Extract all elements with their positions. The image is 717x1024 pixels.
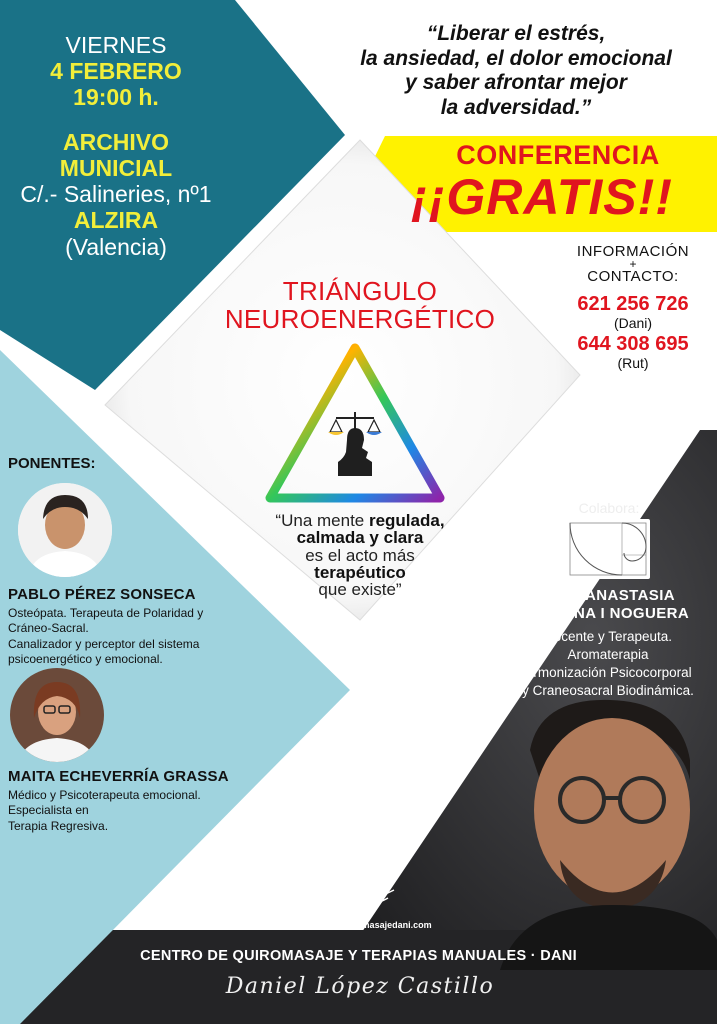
venue-region: (Valencia) [65, 233, 167, 260]
quote-bold: regulada, [368, 511, 445, 530]
signature: Daniel López Castillo [225, 974, 495, 999]
speaker-2-desc-line: Médico y Psicoterapeuta emocional. [8, 788, 201, 802]
phone-2-owner: (Rut) [617, 354, 649, 371]
venue-address: C/.- Salineries, nº1 [20, 181, 212, 208]
speaker-2-photo [10, 668, 104, 762]
free-label: ¡¡GRATIS!! [411, 169, 673, 225]
speaker-1-description [8, 606, 268, 667]
speaker-2-desc-line: Especialista en [8, 803, 89, 818]
website-link[interactable]: www.centroquiromasajedani.com [288, 920, 432, 930]
scales-icon [328, 412, 382, 476]
top-quote-line: “Liberar el estrés, [426, 22, 606, 45]
organizer-label-line: Evento [339, 791, 381, 806]
massage-center-logo-icon [318, 838, 402, 916]
collaborator-name-line: MOLINA I NOGUERA [534, 605, 690, 623]
event-date: 4 FEBRERO [50, 58, 182, 85]
top-quote-line: la ansiedad, el dolor emocional [360, 46, 672, 70]
organizer-photo [500, 690, 717, 970]
quote-bold: calmada y clara [296, 528, 424, 548]
organizer-label [300, 792, 420, 820]
phone-number-2[interactable]: 644 308 695 [577, 332, 689, 355]
collaborator-desc-line: y Craneosacral Biodinámica. [522, 682, 694, 698]
top-quote-line: la adversidad.” [440, 95, 592, 119]
collaborator-name-line: RUT ANASTASIA [548, 587, 676, 604]
middle-quote [240, 512, 480, 599]
event-day: VIERNES [65, 32, 167, 58]
title-line-1: TRIÁNGULO [282, 276, 438, 306]
collaborator-desc-line: Aromaterapia [567, 646, 649, 662]
top-quote-line: y saber afrontar mejor [405, 71, 627, 95]
golden-spiral-logo [566, 519, 650, 579]
info-label: INFORMACIÓN [576, 243, 690, 260]
phone-number-1[interactable]: 621 256 726 [577, 293, 689, 316]
speaker-1-photo [18, 483, 112, 577]
speaker-1-desc-line: Cráneo-Sacral. [8, 621, 89, 636]
title-line-2: NEUROENERGÉTICO [224, 304, 496, 335]
top-quote [320, 22, 712, 120]
organizer-label-line: organizado por: [314, 805, 406, 821]
speaker-2-desc-line: Terapia Regresiva. [8, 818, 109, 833]
collaborator-desc-line: Armonización Psicocorporal [524, 664, 692, 680]
contact-info [558, 244, 708, 370]
contact-label: CONTACTO: [587, 268, 679, 286]
venue-city: ALZIRA [73, 207, 159, 234]
venue-line-1: ARCHIVO [62, 128, 170, 155]
collaborator-desc-line: Docente y Terapeuta. [543, 629, 673, 644]
speaker-1-desc-line: Osteópata. Terapeuta de Polaridad y [8, 606, 204, 620]
event-info [0, 32, 232, 260]
event-time: 19:00 h. [73, 84, 159, 111]
quote-text: “Una mente [275, 511, 369, 530]
center-name: CENTRO DE QUIROMASAJE Y TERAPIAS MANUALES · DANI [140, 948, 577, 964]
venue-line-2: MUNICIAL [59, 154, 173, 181]
quote-bold: terapéutico [314, 562, 406, 582]
phone-1-owner: (Dani) [613, 315, 653, 332]
speaker-1-name: PABLO PÉREZ SONSECA [8, 586, 196, 603]
event-title [210, 277, 510, 333]
quote-text: es el acto más [305, 545, 415, 565]
collaborator-name [512, 587, 712, 624]
speaker-2-description [8, 788, 268, 834]
speaker-1-desc-line: psicoenergético y emocional. [8, 652, 163, 667]
conference-label: CONFERENCIA [456, 140, 660, 170]
speakers-heading: PONENTES: [8, 455, 96, 472]
plus-sign: + [629, 256, 637, 271]
speaker-2-name: MAITA ECHEVERRÍA GRASSA [8, 768, 229, 785]
collaborator-label: Colabora: [578, 500, 640, 516]
quote-text: que existe” [318, 580, 402, 600]
rainbow-triangle-icon [262, 340, 448, 505]
speaker-1-desc-line: Canalizador y perceptor del sistema [8, 636, 200, 651]
